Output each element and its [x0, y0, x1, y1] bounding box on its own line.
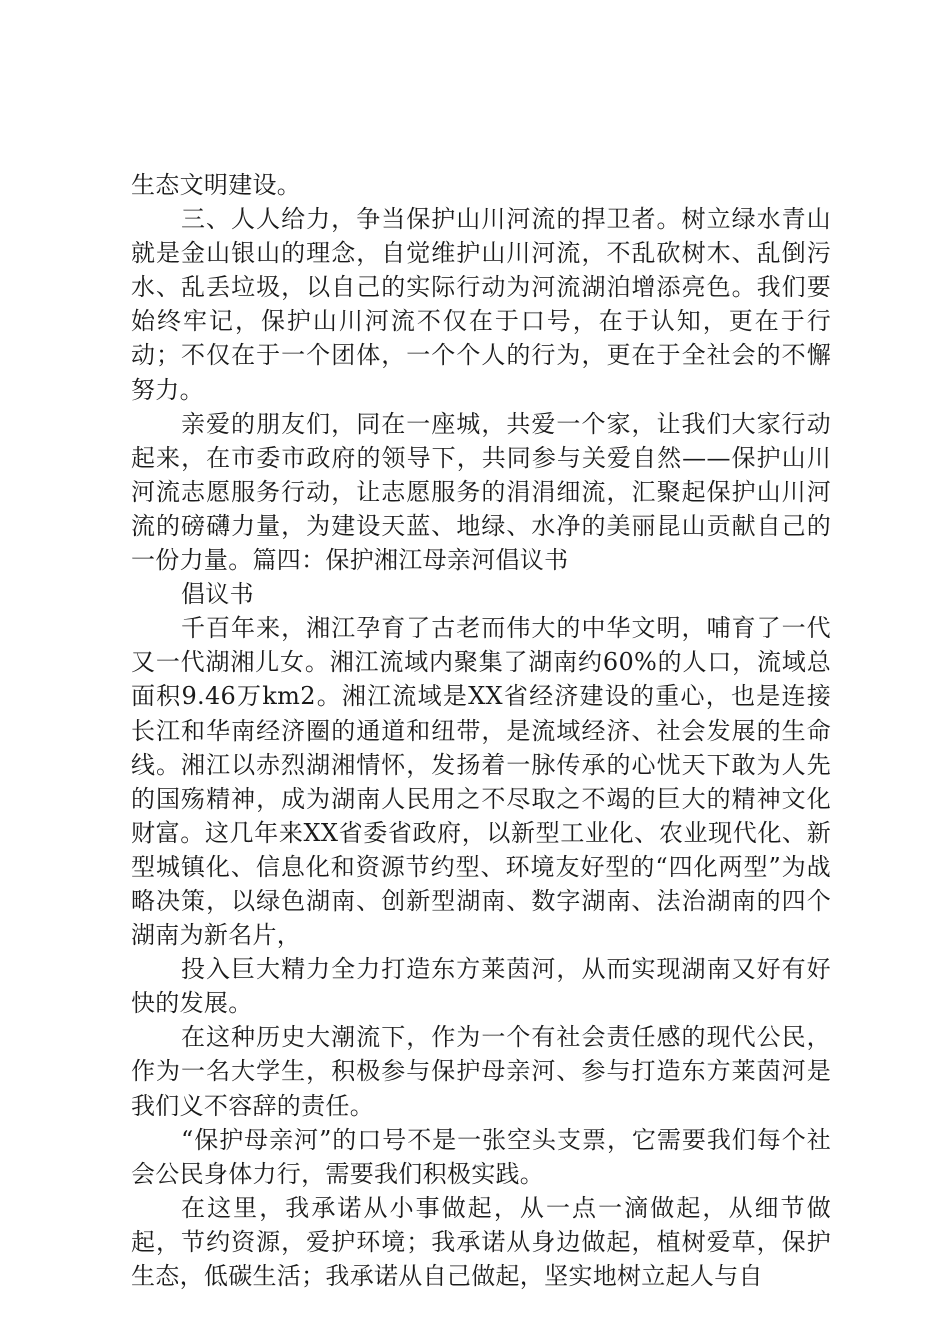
document-body — [131, 168, 831, 1293]
paragraph: 在这里，我承诺从小事做起，从一点一滴做起，从细节做起，节约资源，爱护环境；我承诺从身边做起，植树爱草，保护生态，低碳生活；我承诺从自己做起，坚实地树立起人与自 — [131, 1193, 831, 1290]
heading-proposal: 倡议书 — [181, 580, 254, 609]
paragraph: 三、人人给力，争当保护山川河流的捍卫者。树立绿水青山就是金山银山的理念，自觉维护山川河流，不乱砍树木、乱倒污水、乱丢垃圾，以自己的实际行动为河流湖泊增添亮色。我们要始终牢记，保护山川河流不仅在于口号，在于认知，更在于行动；不仅在于一个团体，一个个人的行为，更在于全社会的不懈努力。 — [131, 205, 831, 404]
paragraph: 在这种历史大潮流下，作为一个有社会责任感的现代公民，作为一名大学生，积极参与保护母亲河、参与打造东方莱茵河是我们义不容辞的责任。 — [131, 1023, 831, 1120]
paragraph: 投入巨大精力全力打造东方莱茵河，从而实现湖南又好有好快的发展。 — [131, 955, 831, 1018]
paragraph: 千百年来，湘江孕育了古老而伟大的中华文明，哺育了一代又一代湖湘儿女。湘江流域内聚集了湖南约60%的人口，流域总面积9.46万km2。湘江流域是XX省经济建设的重心，也是连接长江和华南经济圈的通道和纽带，是流域经济、社会发展的生命线。湘江以赤烈湖湘情怀，发扬着一脉传承的心忧天下敢为人先的国殇精神，成为湖南人民用之不尽取之不竭的巨大的精神文化财富。这几年来XX省委省政府，以新型工业化、农业现代化、新型城镇化、信息化和资源节约型、环境友好型的“四化两型”为战略决策，以绿色湖南、创新型湖南、数字湖南、法治湖南的四个湖南为新名片， — [131, 614, 831, 950]
paragraph: “保护母亲河”的口号不是一张空头支票，它需要我们每个社会公民身体力行，需要我们积极实践。 — [131, 1125, 831, 1188]
paragraph: 生态文明建设。 — [131, 171, 302, 199]
paragraph: 亲爱的朋友们，同在一座城，共爱一个家，让我们大家行动起来，在市委市政府的领导下，共同参与关爱自然——保护山川河流志愿服务行动，让志愿服务的涓涓细流，汇聚起保护山川河流的磅礴力量，为建设天蓝、地绿、水净的美丽昆山贡献自己的一份力量。篇四：保护湘江母亲河倡议书 — [131, 409, 831, 575]
